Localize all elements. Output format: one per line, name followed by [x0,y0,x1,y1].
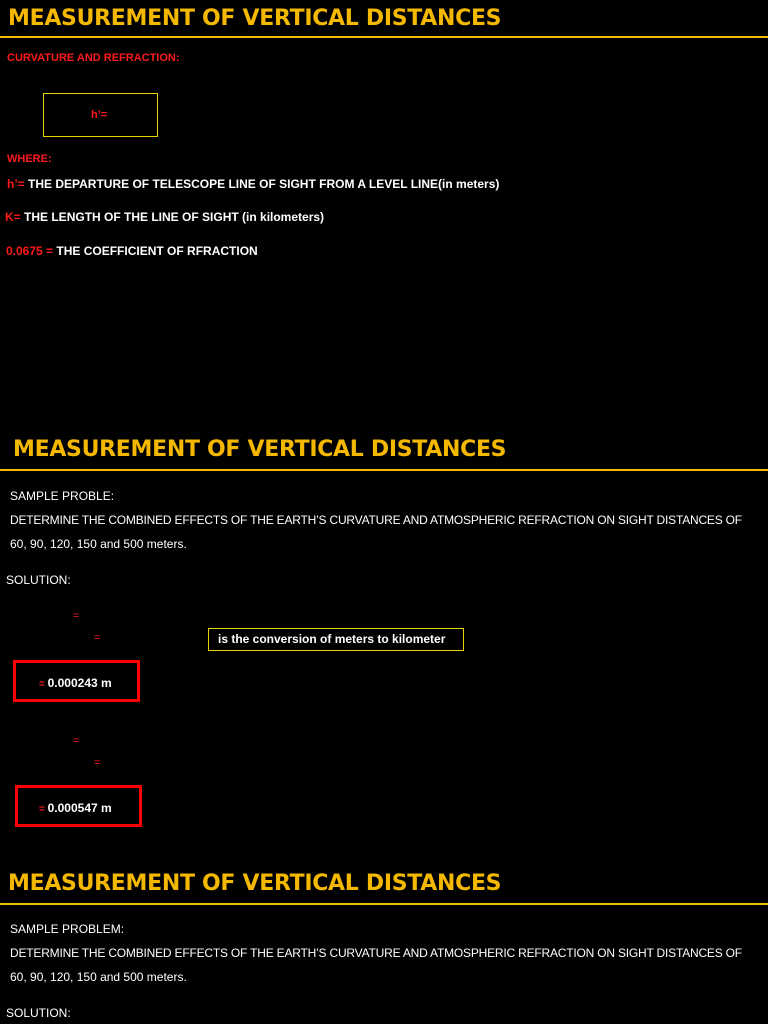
answer2 [39,801,112,815]
formula-label: h’= [91,109,108,121]
definition-k-symbol: K= [5,210,21,224]
section2-eq1-line-a: = [73,610,80,622]
section3-solution-label: SOLUTION: [6,1006,71,1020]
section2-solution-label: SOLUTION: [6,573,71,587]
definition-h-text: THE DEPARTURE OF TELESCOPE LINE OF SIGHT FROM A LEVEL LINE(in meters) [24,177,500,191]
definition-coefficient [6,244,258,258]
section2-sample-label: SAMPLE PROBLE: [10,489,115,503]
definition-coefficient-symbol: 0.0675 = [6,244,54,258]
section3-divider [0,903,768,905]
answer1-eq: = [39,679,48,690]
definition-h-symbol: h’= [7,177,25,191]
formula-box [43,93,158,137]
section3-sample-label: SAMPLE PROBLEM: [10,922,125,936]
section2-eq2-line-b: = [94,757,101,769]
section2-eq1-line-b: = [94,632,101,644]
section1-title: MEASUREMENT OF VERTICAL DISTANCES [8,6,502,31]
answer1-value: 0.000243 m [47,676,112,690]
answer2-box [15,785,142,827]
answer1 [39,676,112,690]
section1-divider [0,36,768,38]
where-label: WHERE: [7,153,52,165]
section1-subheading: CURVATURE AND REFRACTION: [7,52,180,64]
section3-title: MEASUREMENT OF VERTICAL DISTANCES [8,871,502,896]
section2-eq2-line-a: = [73,735,80,747]
answer2-value: 0.000547 m [47,801,112,815]
answer2-eq: = [39,804,48,815]
section2-title: MEASUREMENT OF VERTICAL DISTANCES [13,437,507,462]
section2-problem-line1: DETERMINE THE COMBINED EFFECTS OF THE EARTH’S CURVATURE AND ATMOSPHERIC REFRACTION ON SIGHT DISTANCES OF [10,513,742,527]
conversion-note-box [208,628,464,651]
definition-coefficient-text: THE COEFFICIENT OF RFRACTION [53,244,258,258]
section2-divider [0,469,768,471]
definition-k [5,210,324,224]
section3-problem-line1: DETERMINE THE COMBINED EFFECTS OF THE EARTH’S CURVATURE AND ATMOSPHERIC REFRACTION ON SIGHT DISTANCES OF [10,946,742,960]
section2-problem-line2: 60, 90, 120, 150 and 500 meters. [10,537,187,551]
answer1-box [13,660,140,702]
definition-h [7,177,499,191]
definition-k-text: THE LENGTH OF THE LINE OF SIGHT (in kilometers) [20,210,325,224]
conversion-note: is the conversion of meters to kilometer [218,632,446,646]
section3-problem-line2: 60, 90, 120, 150 and 500 meters. [10,970,187,984]
